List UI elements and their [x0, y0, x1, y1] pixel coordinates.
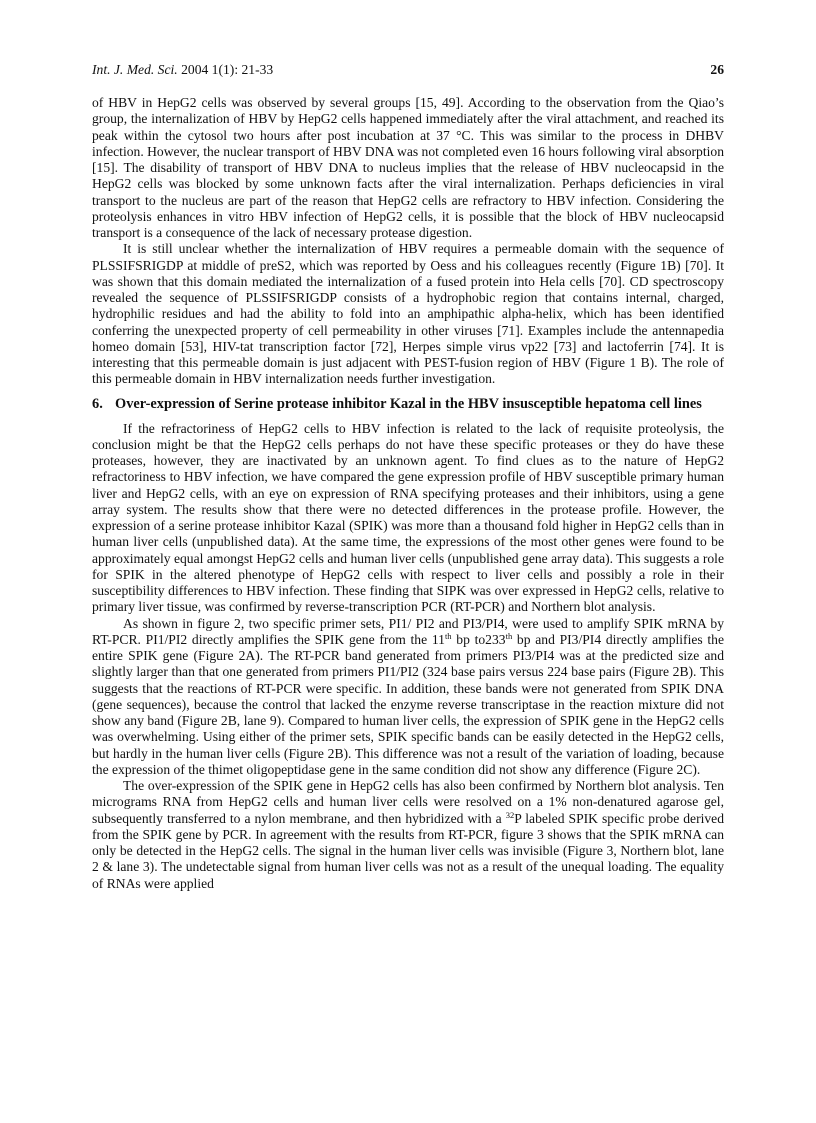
page-number: 26 — [710, 62, 724, 77]
text-run: As shown in figure 2, two specific primer sets, PI1/ PI2 and PI3/PI4, were used to amplify SPIK mRNA by RT-PCR. PI1/PI2 directly amplifies the SPIK gene from the 11 — [92, 615, 724, 647]
paragraph-northern-blot — [92, 778, 724, 892]
paragraph-refractoriness: If the refractoriness of HepG2 cells to HBV infection is related to the lack of requisite proteolysis, the conclusion might be that the HepG2 cells perhaps do not have these specific proteases or they do have these proteases, however, they are inactivated by an unknown agent. To find clues as to the nature of HepG2 refractoriness to HBV infection, we have compared the gene expression profile of HBV susceptible primary human liver and HepG2 cells, with an eye on expression of RNA specifying proteases and their inhibitors, using a gene array system. The results show that there were no detected differences in the protease profile. However, the expression of a serine protease inhibitor Kazal (SPIK) was more than a thousand fold higher in HepG2 cells than in human liver cells (unpublished data). At the same time, the expressions of the most other genes were found to be approximately equal amongst HepG2 cells and human liver cells (unpublished gene array data). This suggests a role for SPIK in the altered phenotype of HepG2 cells with respect to liver cells and possibly a role in their susceptibility differences to HBV infection. These finding that SIPK was over expressed in HepG2 cells, relative to primary liver tissue, was confirmed by reverse-transcription PCR (RT-PCR) and Northern blot analysis. — [92, 420, 724, 615]
page — [92, 62, 724, 892]
paragraph-permeable-domain: It is still unclear whether the internalization of HBV requires a permeable domain with the sequence of PLSSIFSRIGDP at middle of preS2, which was reported by Oess and his colleagues recently (Figure 1B) [70]. It was shown that this domain mediated the internalization of a fused protein into Hela cells [70]. CD spectroscopy revealed the sequence of PLSSIFSRIGDP consists of a hydrophobic region that contains internal, charged, hydrophilic residues and had the ability to fold into an amphipathic alpha-helix, which has been identified conferring the unexpected property of cell permeability in other viruses [71]. Examples include the antennapedia homeo domain [53], HIV-tat transcription factor [72], Herpes simple virus vp22 [73] and lactoferrin [74]. It is interesting that this permeable domain is just adjacent with PEST-fusion region of HBV (Figure 1 B). The role of this permeable domain in HBV internalization needs further investigation. — [92, 241, 724, 387]
running-header — [92, 62, 724, 80]
section-title: Over-expression of Serine protease inhibitor Kazal in the HBV insusceptible hepatoma cell lines — [115, 395, 702, 412]
superscript: th — [444, 630, 452, 641]
text-run: bp and PI3/PI4 directly amplifies the entire SPIK gene (Figure 2A). The RT-PCR band generated from primers PI3/PI4 was at the predicted size and slightly larger than that one generated from primers PI1/PI2 (324 base pairs versus 224 base pairs (Figure 2B). This suggests that the reactions of RT-PCR were specific. In addition, these bands were not generated from SPIK DNA (gene sequences), because the control that lacked the enzyme reverse transcriptase in the reaction mixture did not show any band (Figure 2B, lane 9). Compared to human liver cells, the expression of SPIK gene in the HepG2 cells was overwhelming. Using either of the primer sets, SPIK specific bands can be easily detected in the HepG2 cells, but hardly in the human liver cells (Figure 2B). This difference was not a result of the variation of loading, because the expression of the thimet oligopeptidase gene in the same condition did not show any difference (Figure 2C). — [92, 631, 725, 777]
text-run: The over-expression of the SPIK gene in HepG2 cells has also been confirmed by Northern blot analysis. Ten micrograms RNA from HepG2 cells and human liver cells were resolved on a 1% non-denatured agarose gel, subsequently transferred to a nylon membrane, and then hybridized with a — [92, 778, 724, 826]
section-number: 6. — [92, 395, 103, 412]
text-run: bp to233 — [451, 631, 506, 647]
superscript: th — [505, 630, 513, 641]
paragraph-continued: of HBV in HepG2 cells was observed by several groups [15, 49]. According to the observation from the Qiao’s group, the internalization of HBV by HepG2 cells happened immediately after the viral attachment, and reached its peak within the cytosol two hours after post incubation at 37 °C. This was similar to the process in DHBV infection. However, the nuclear transport of HBV DNA was not completed even 16 hours following viral absorption [15]. The disability of transport of HBV DNA to nucleus implies that the release of HBV nucleocapsid in the HepG2 cells was blocked by some unknown facts after the viral internalization. Perhaps deficiencies in viral transport to the nucleus are part of the reason that HepG2 cells are refractory to HBV infection. Considering the proteolysis enhances in vitro HBV infection of HepG2 cells, it is possible that the block of HBV nucleocapsid transport is a consequence of the lack of necessary protease digestion. — [92, 95, 724, 240]
text-run: P labeled SPIK specific probe derived from the SPIK gene by PCR. In agreement with the results from RT-PCR, figure 3 shows that the SPIK mRNA can only be detected in the HepG2 cells. The signal in the human liver cells was invisible (Figure 3, Northern blot, lane 2 & lane 3). The undetectable signal from human liver cells was not as a result of the unequal loading. The equality of RNAs were applied — [92, 810, 724, 891]
paragraph-rt-pcr — [92, 616, 724, 779]
journal-name: Int. J. Med. Sci. — [92, 62, 178, 77]
superscript: 32 — [505, 809, 515, 820]
volume-pages: 2004 1(1): 21-33 — [181, 62, 274, 77]
journal-citation — [92, 62, 273, 78]
section-heading — [92, 396, 724, 413]
